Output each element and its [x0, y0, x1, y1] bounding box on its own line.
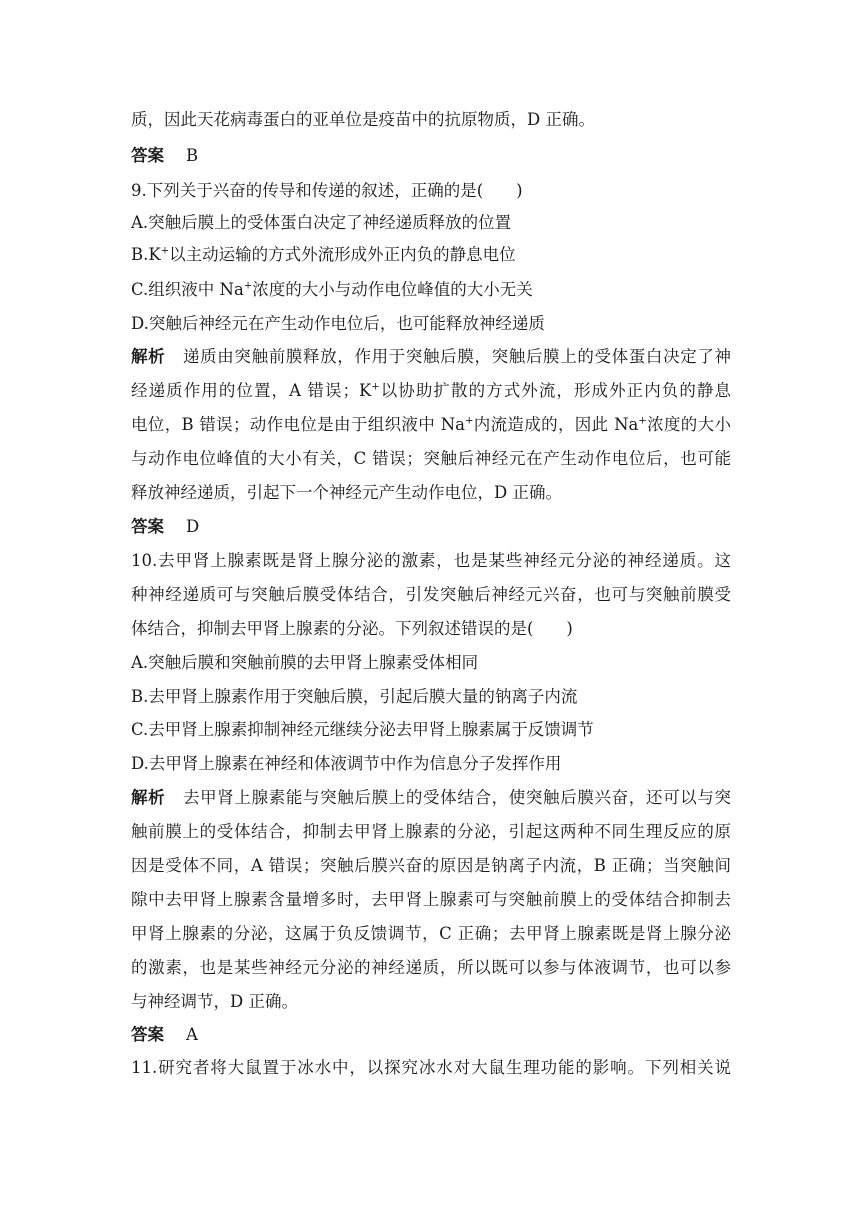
q8-analysis-tail: 质，因此天花病毒蛋白的亚单位是疫苗中的抗原物质，D 正确。: [131, 110, 595, 129]
q10-option-a: A.突触后膜和突触前膜的去甲肾上腺素受体相同: [131, 653, 479, 672]
q8-answer: [131, 145, 731, 167]
q11-stem-line-1: 11.研究者将大鼠置于冰水中，以探究冰水对大鼠生理功能的影响。下列相关说: [131, 1058, 731, 1077]
q10-stem-line-2: 种神经递质可与突触后膜受体结合，引发突触后神经元兴奋，也可与突触前膜受: [131, 585, 731, 604]
q10-option-b: B.去甲肾上腺素作用于突触后膜，引起后膜大量的钠离子内流: [131, 687, 578, 706]
q10-analysis-line-4: 隙中去甲肾上腺素含量增多时，去甲肾上腺素可与突触前膜上的受体结合抑制去: [131, 890, 731, 909]
q9-option-a: A.突触后膜上的受体蛋白决定了神经递质释放的位置: [131, 213, 512, 232]
q10-option-d: D.去甲肾上腺素在神经和体液调节中作为信息分子发挥作用: [131, 754, 562, 773]
q9-analysis-line-3: 电位，B 错误；动作电位是由于组织液中 Na+内流造成的，因此 Na+浓度的大小: [131, 415, 731, 434]
q10-analysis-line-1: 解析 去甲肾上腺素能与突触后膜上的受体结合，使突触后膜兴奋，还可以与突: [131, 788, 731, 807]
q9-option-c: C.组织液中 Na+浓度的大小与动作电位峰值的大小无关: [131, 280, 533, 299]
answer-value: B: [186, 146, 199, 165]
q9-option-b: B.K+以主动运输的方式外流形成外正内负的静息电位: [131, 245, 516, 264]
q10-option-c: C.去甲肾上腺素抑制神经元继续分泌去甲肾上腺素属于反馈调节: [131, 720, 594, 739]
analysis-label: 解析: [131, 347, 166, 366]
analysis-label: 解析: [131, 788, 166, 807]
q9-stem: 9.下列关于兴奋的传导和传递的叙述，正确的是( ): [131, 181, 523, 200]
q9-analysis-line-4: 与动作电位峰值的大小有关，C 错误；突触后神经元在产生动作电位后，也可能: [131, 449, 731, 468]
q10-analysis-line-6: 的激素，也是某些神经元分泌的神经递质，所以既可以参与体液调节，也可以参: [131, 958, 731, 977]
q9-answer: [131, 516, 731, 538]
q10-analysis-line-7: 与神经调节，D 正确。: [131, 992, 298, 1011]
answer-value: A: [186, 1025, 198, 1044]
answer-value: D: [186, 517, 200, 536]
answer-label: 答案: [131, 146, 164, 165]
answer-label: 答案: [131, 517, 164, 536]
q10-analysis-line-5: 甲肾上腺素的分泌，这属于负反馈调节，C 正确；去甲肾上腺素既是肾上腺分泌: [131, 924, 731, 943]
q10-stem-line-3: 体结合，抑制去甲肾上腺素的分泌。下列叙述错误的是( ): [131, 619, 573, 638]
q9-analysis-line-1: 解析 递质由突触前膜释放，作用于突触后膜，突触后膜上的受体蛋白决定了神: [131, 347, 731, 366]
q10-answer: [131, 1024, 731, 1046]
q10-analysis-line-3: 因是受体不同，A 错误；突触后膜兴奋的原因是钠离子内流，B 正确；当突触间: [131, 856, 731, 875]
q9-analysis-line-5: 释放神经递质，引起下一个神经元产生动作电位，D 正确。: [131, 483, 562, 502]
answer-label: 答案: [131, 1025, 164, 1044]
q10-analysis-line-2: 触前膜上的受体结合，抑制去甲肾上腺素的分泌，引起这两种不同生理反应的原: [131, 822, 731, 841]
q10-stem-line-1: 10.去甲肾上腺素既是肾上腺分泌的激素，也是某些神经元分泌的神经递质。这: [131, 551, 731, 570]
q9-option-d: D.突触后神经元在产生动作电位后，也可能释放神经递质: [131, 314, 545, 333]
q9-analysis-line-2: 经递质作用的位置，A 错误；K+以协助扩散的方式外流，形成外正内负的静息: [131, 381, 731, 400]
